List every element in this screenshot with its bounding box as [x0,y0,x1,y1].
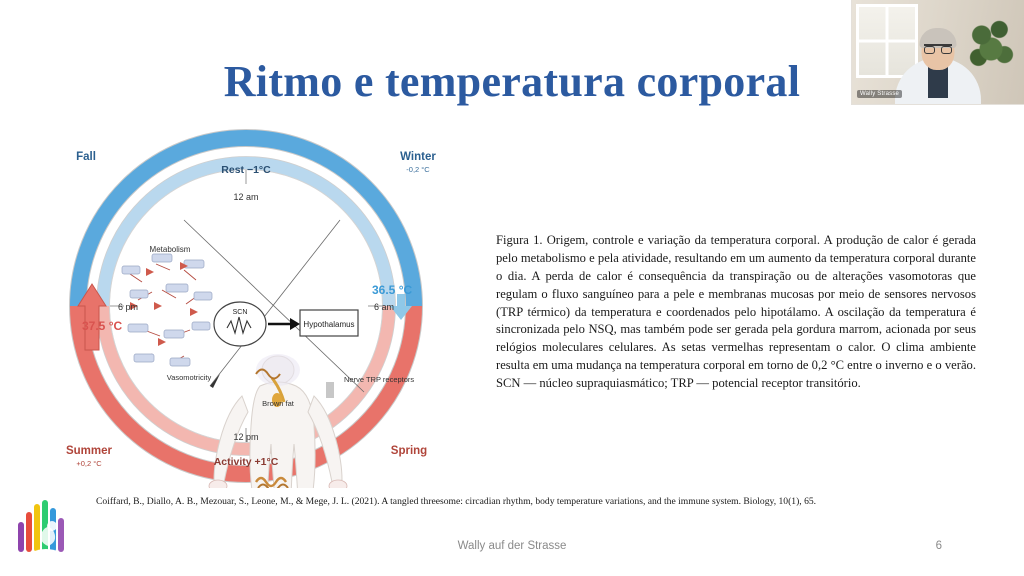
svg-text:SCN: SCN [232,309,248,316]
footer-presenter-name: Wally auf der Strasse [457,540,567,552]
svg-text:Nerve TRP receptors: Nerve TRP receptors [344,375,415,384]
svg-text:Brown fat: Brown fat [262,399,294,408]
svg-text:12 pm: 12 pm [233,432,259,442]
glasses-icon [924,44,952,52]
svg-text:Rest −1°C: Rest −1°C [221,164,271,176]
svg-text:12 am: 12 am [233,192,259,202]
svg-text:37.5 °C: 37.5 °C [82,319,123,333]
svg-text:6 am: 6 am [374,302,395,312]
figure-caption: Figura 1. Origem, controle e variação da temperatura corporal. A produção de calor é gerada pelo metabolismo e pela atividade, resultando em um aumento da temperatura corporal durante o dia. A perda de calor é consequência da transpiração ou de alterações vasomotoras que regulam o fluxo sanguíneo para a pele e membranas mucosas por meio de sensores nervosos (TRP térmico) da temperatura e coordenados pelo hipotálamo. A oscilação da temperatura é sincronizada pelo NSQ, mas também pode ser gerada pela gordura marrom, acionada por seus relógios moleculares celulares. As setas vermelhas representam o calor. O clima ambiente resulta em uma mudança na temperatura corporal em torno de 0,2 °C entre o inverno e o verão. SCN — núcleo supraquiasmático; TRP — potencial receptor transitório. [496,233,976,390]
figure-diagram [34,124,458,488]
footer-page-number: 6 [935,540,942,552]
svg-text:Fall: Fall [76,151,96,163]
nerve-trp-icon [326,382,334,398]
participant-name-label: Wally Strasse [857,90,902,98]
svg-text:Spring: Spring [390,445,428,457]
svg-text:Hypothalamus: Hypothalamus [303,320,355,329]
svg-text:Activity +1°C: Activity +1°C [213,456,279,468]
svg-text:Summer: Summer [65,445,113,457]
svg-text:Vasomotricity: Vasomotricity [166,373,212,382]
svg-text:6 pm: 6 pm [118,302,139,312]
svg-text:Metabolism: Metabolism [149,245,191,254]
brand-logo [12,496,80,562]
svg-text:-0,2 °C: -0,2 °C [406,165,430,174]
reference-citation: Coiffard, B., Diallo, A. B., Mezouar, S., Leone, M., & Mege, J. L. (2021). A tangled threesome: circadian rhythm, body temperature variations, and the immune system. Biology, 10(1), 65. [96,496,817,507]
hypothalamus-node [300,310,358,336]
scn-node [214,302,266,346]
svg-text:+0,2 °C: +0,2 °C [76,459,102,468]
page-title: Ritmo e temperatura corporal [223,57,801,106]
svg-text:36.5 °C: 36.5 °C [372,283,413,297]
svg-text:Winter: Winter [400,151,436,163]
